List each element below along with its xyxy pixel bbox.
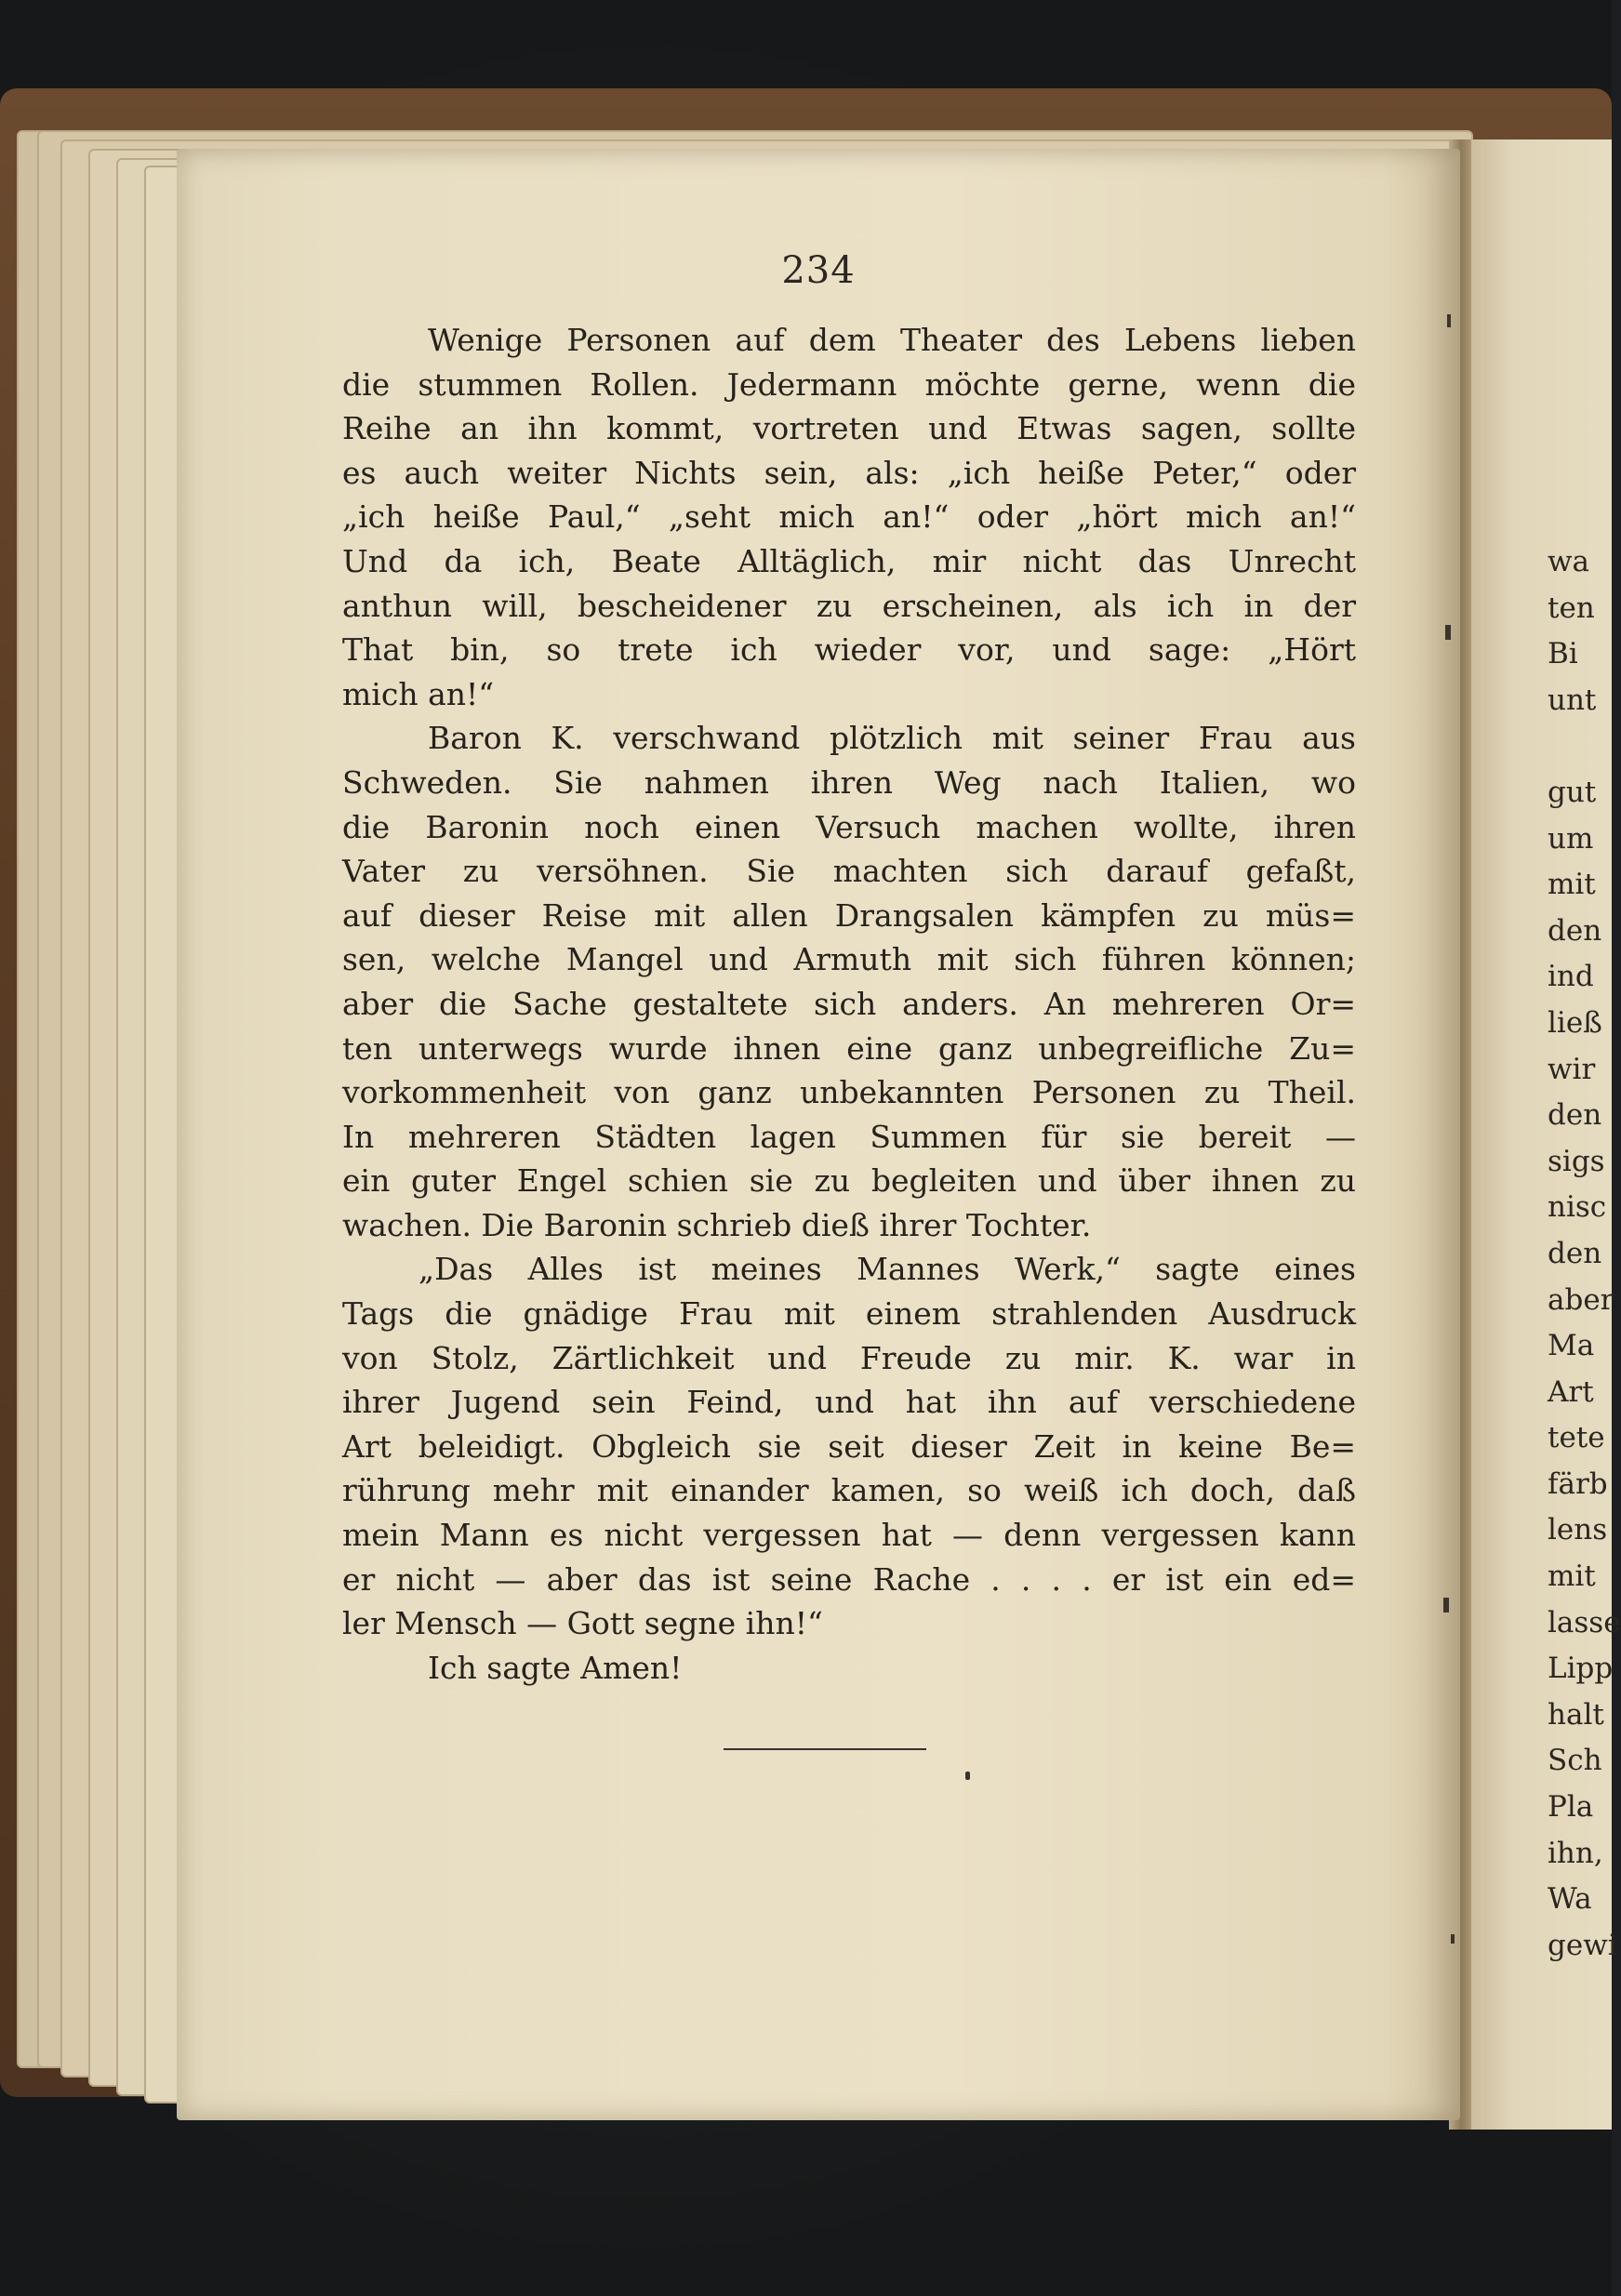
text-line: die stummen Rollen. Jedermann möchte gerne, wenn die	[342, 365, 1356, 403]
text-fragment: Ma	[1548, 1329, 1595, 1363]
text-line: Vater zu versöhnen. Sie machten sich darauf gefaßt,	[342, 853, 1356, 890]
text-line: Schweden. Sie nahmen ihren Weg nach Italien, wo	[342, 763, 1356, 801]
text-line: wachen. Die Baronin schrieb dieß ihrer Tochter.	[342, 1206, 1092, 1243]
text-fragment: den	[1548, 913, 1602, 948]
text-fragment	[1548, 723, 1612, 770]
text-line: auf dieser Reise mit allen Drangsalen kämpfen zu müs=	[342, 896, 1356, 934]
text-fragment: ind	[1548, 960, 1594, 994]
text-line: Baron K. verschwand plötzlich mit seiner Frau aus	[428, 720, 1356, 757]
text-fragment: gut	[1548, 775, 1597, 809]
text-line: ihrer Jugend sein Feind, und hat ihn auf verschiedene	[342, 1384, 1356, 1421]
text-line: Art beleidigt. Obgleich sie seit dieser Zeit in keine Be=	[342, 1427, 1356, 1465]
text-fragment: färb	[1548, 1467, 1608, 1501]
text-fragment: um	[1548, 821, 1594, 856]
text-line: er nicht — aber das ist seine Rache . . . . er ist ein ed=	[342, 1560, 1356, 1598]
ink-mark	[1447, 314, 1451, 327]
text-line: mein Mann es nicht vergessen hat — denn vergessen kann	[342, 1517, 1356, 1554]
text-line: Reihe an ihn kommt, vortreten und Etwas sagen, sollte	[342, 410, 1356, 447]
ink-mark	[1445, 625, 1451, 640]
text-line: Ich sagte Amen!	[428, 1649, 683, 1686]
text-line: aber die Sache gestaltete sich anders. An mehreren Or=	[342, 985, 1356, 1022]
section-rule	[724, 1748, 926, 1750]
text-fragment: den	[1548, 1236, 1602, 1270]
text-fragment: sigs	[1548, 1144, 1605, 1178]
text-fragment: Pla	[1548, 1790, 1594, 1825]
text-fragment: halt	[1548, 1697, 1604, 1732]
text-line: vorkommenheit von ganz unbekannten Personen zu Theil.	[342, 1074, 1356, 1111]
text-line: anthun will, bescheidener zu erscheinen, als ich in der	[342, 587, 1356, 624]
ink-mark	[1443, 1598, 1449, 1613]
text-line: sen, welche Mangel und Armuth mit sich führen können;	[342, 941, 1356, 978]
text-line: Tags die gnädige Frau mit einem strahlenden Ausdruck	[342, 1295, 1356, 1333]
text-line: Wenige Personen auf dem Theater des Lebens lieben	[428, 322, 1356, 358]
text-fragment: mit	[1548, 1559, 1596, 1594]
text-line: die Baronin noch einen Versuch machen wollte, ihren	[342, 808, 1356, 845]
text-line: rührung mehr mit einander kamen, so weiß ich doch, daß	[342, 1472, 1356, 1509]
text-fragment: ließ	[1548, 1005, 1602, 1040]
page-body-text	[342, 318, 1356, 1690]
text-fragment: unt	[1548, 683, 1597, 717]
text-line: „ich heiße Paul,“ „seht mich an!“ oder „hört mich an!“	[342, 498, 1356, 536]
text-fragment: mit	[1548, 868, 1596, 902]
page-number: 234	[781, 249, 856, 292]
ink-dot	[965, 1772, 970, 1780]
text-line: es auch weiter Nichts sein, als: „ich heiße Peter,“ oder	[342, 454, 1356, 491]
left-page	[177, 149, 1460, 2120]
text-fragment: den	[1548, 1098, 1602, 1133]
text-fragment: nisc	[1548, 1190, 1607, 1225]
text-fragment: wir	[1548, 1052, 1596, 1086]
text-fragment: lens	[1548, 1513, 1608, 1547]
facing-page-text	[1548, 539, 1621, 1969]
text-fragment: Art	[1548, 1374, 1594, 1409]
text-fragment: tete	[1548, 1421, 1605, 1455]
text-line: „Das Alles ist meines Mannes Werk,“ sagte eines	[419, 1251, 1356, 1288]
text-fragment: Wa	[1548, 1882, 1592, 1917]
text-fragment: aber	[1548, 1282, 1614, 1317]
text-line: Und da ich, Beate Alltäglich, mir nicht das Unrecht	[342, 542, 1356, 579]
text-line: ein guter Engel schien sie zu begleiten und über ihnen zu	[342, 1162, 1356, 1200]
text-line: In mehreren Städten lagen Summen für sie bereit —	[342, 1118, 1356, 1155]
text-line: ler Mensch — Gott segne ihn!“	[342, 1605, 823, 1642]
text-fragment: ten	[1548, 591, 1595, 625]
text-line: That bin, so trete ich wieder vor, und sage: „Hört	[342, 631, 1356, 669]
text-line: von Stolz, Zärtlichkeit und Freude zu mir. K. war in	[342, 1339, 1356, 1376]
text-fragment: Bi	[1548, 637, 1578, 671]
text-fragment: lasse	[1548, 1605, 1621, 1639]
text-fragment: gewi	[1548, 1928, 1617, 1962]
text-line: mich an!“	[342, 675, 495, 712]
text-fragment: wa	[1548, 545, 1590, 578]
text-fragment: Lipp	[1548, 1652, 1614, 1686]
ink-mark	[1451, 1934, 1455, 1944]
text-line: ten unterwegs wurde ihnen eine ganz unbegreifliche Zu=	[342, 1029, 1356, 1067]
text-fragment: Sch	[1548, 1744, 1602, 1778]
text-fragment: ihn,	[1548, 1836, 1603, 1870]
